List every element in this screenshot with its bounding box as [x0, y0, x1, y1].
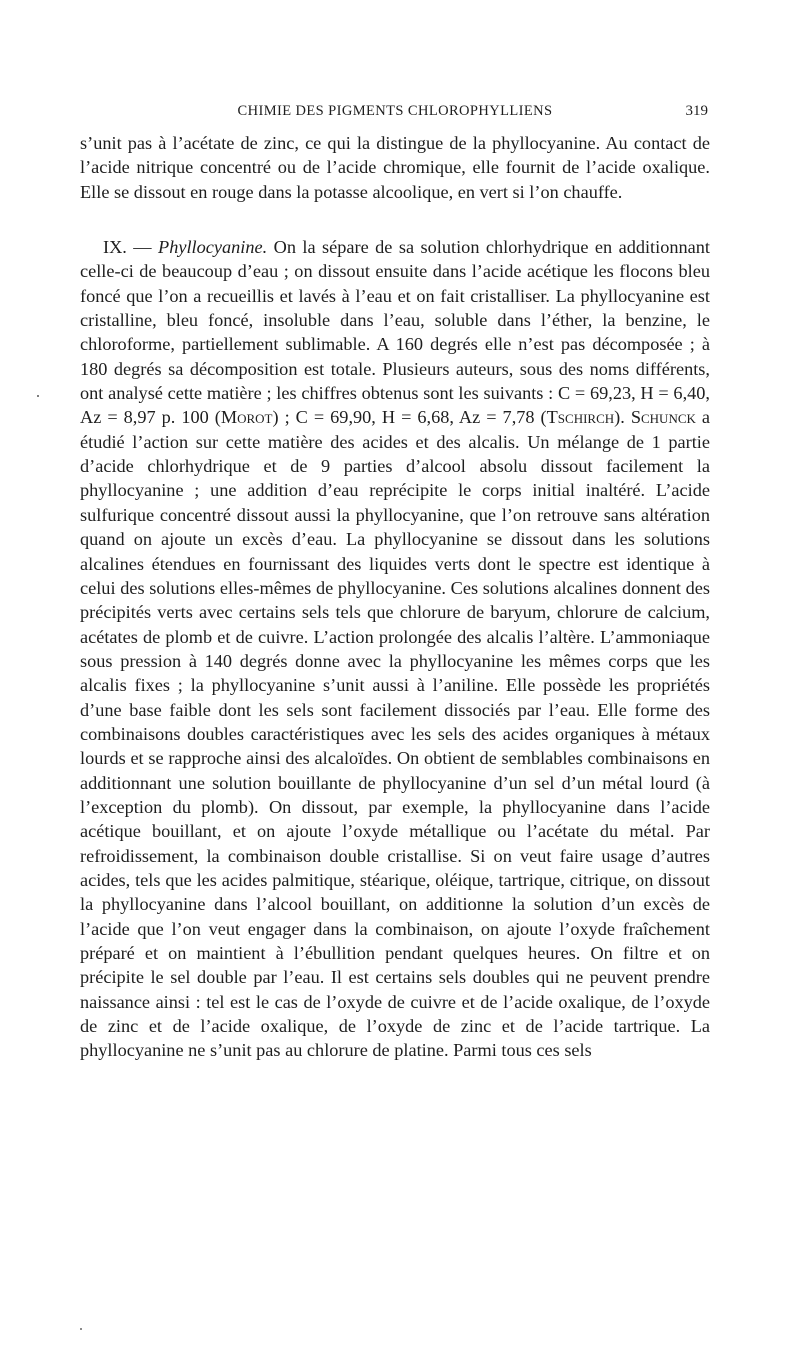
running-title: CHIMIE DES PIGMENTS CHLOROPHYLLIENS — [237, 103, 553, 119]
section-numeral: IX. — — [103, 237, 159, 258]
section-heading: Phyllocyanine. — [158, 237, 268, 258]
author-name: Morot — [220, 407, 273, 428]
paragraph-phyllocyanine — [80, 235, 710, 1063]
page-body — [80, 131, 710, 1063]
author-name: Tschirch — [546, 407, 615, 428]
paragraph-spacer — [80, 204, 710, 235]
running-head — [80, 103, 710, 125]
paragraph-continuation: s’unit pas à l’acétate de zinc, ce qui la distingue de la phyllocyanine. Au contact de l’acide nitrique concentré ou de l’acide chromique, elle fournit de l’acide oxalique. Elle se dissout en rouge dans la potasse alcoolique, en vert si l’on chauffe. — [80, 133, 710, 202]
author-name: Schunck — [630, 407, 696, 428]
margin-speck — [37, 395, 39, 397]
paragraph-text: ) ; C = 69,90, H = 6,68, Az = 7,78 ( — [272, 407, 547, 428]
paragraph-text: On la sépare de sa solution chlorhydrique en additionnant celle-ci de beaucoup d’eau ; on dissout ensuite dans l’acide acétique les flocons bleu foncé que l’on a recueillis et lavés à l’eau et on fait cristalliser. La phyllocyanine est cristalline, bleu foncé, insoluble dans l’eau, soluble dans l’éther, la benzine, le chloroforme, partiellement sublimable. A 160 degrés elle n’est pas décomposée ; à 180 degrés sa décomposition est totale. Plusieurs auteurs, sous des noms différents, ont analysé cette matière ; les chiffres obtenus sont les suivants : C = 69,23, H = 6,40, Az = 8,97 p. 100 ( — [80, 237, 710, 428]
page-number: 319 — [685, 103, 708, 119]
paragraph-text: a étudié l’action sur cette matière des acides et des alcalis. Un mélange de 1 partie d’acide chlorhydrique et de 9 parties d’alcool absolu dissout facilement la phyllocyanine ; une addition d’eau reprécipite le corps initial inaltéré. L’acide sulfurique concentré dissout aussi la phyllocyanine, que l’on retrouve sans altération quand on ajoute un excès d’eau. La phyllocyanine se dissout dans les solutions alcalines étendues en fournissant des liquides verts dont le spectre est identique à celui des solutions elles-mêmes de phyllocyanine. Ces solutions alcalines donnent des précipités verts avec certains sels tels que chlorure de baryum, chlorure de calcium, acétates de plomb et de cuivre. L’action prolongée des alcalis l’altère. L’ammoniaque sous pression à 140 degrés donne avec la phyllocyanine les mêmes corps que les alcalis fixes ; la phyllocyanine s’unit aussi à l’aniline. Elle possède les propriétés d’une base faible dont les sels sont facilement dissociés par l’eau. Elle forme des combinaisons doubles caractéristiques avec les sels des acides organiques à métaux lourds et se rapproche ainsi des alcaloïdes. On obtient de semblables combinaisons en additionnant une solution bouillante de phyllocyanine d’un sel d’un métal lourd (à l’exception du plomb). On dissout, par exemple, la phyllocyanine dans l’acide acétique bouillant, et on ajoute l’oxyde métallique ou l’acétate du métal. Par refroidissement, la combinaison double cristallise. Si on veut faire usage d’autres acides, tels que les acides palmitique, stéarique, oléique, tartrique, citrique, on dissout la phyllocyanine dans l’alcool bouillant, on additionne la solution d’un excès de l’acide que l’on veut engager dans la combinaison, on ajoute l’oxyde fraîchement préparé et on maintient à l’ébullition pendant quelques heures. On filtre et on précipite le sel double par l’eau. Il est certains sels doubles qui ne peuvent prendre naissance ainsi : tel est le cas de l’oxyde de cuivre et de l’acide oxalique, de l’oxyde de zinc et de l’acide oxalique, de l’oxyde de zinc et de l’acide tartrique. La phyllocyanine ne s’unit pas au chlorure de platine. Parmi tous ces sels — [80, 407, 711, 1061]
margin-speck — [80, 1328, 82, 1330]
paragraph-text: ). — [614, 407, 631, 428]
